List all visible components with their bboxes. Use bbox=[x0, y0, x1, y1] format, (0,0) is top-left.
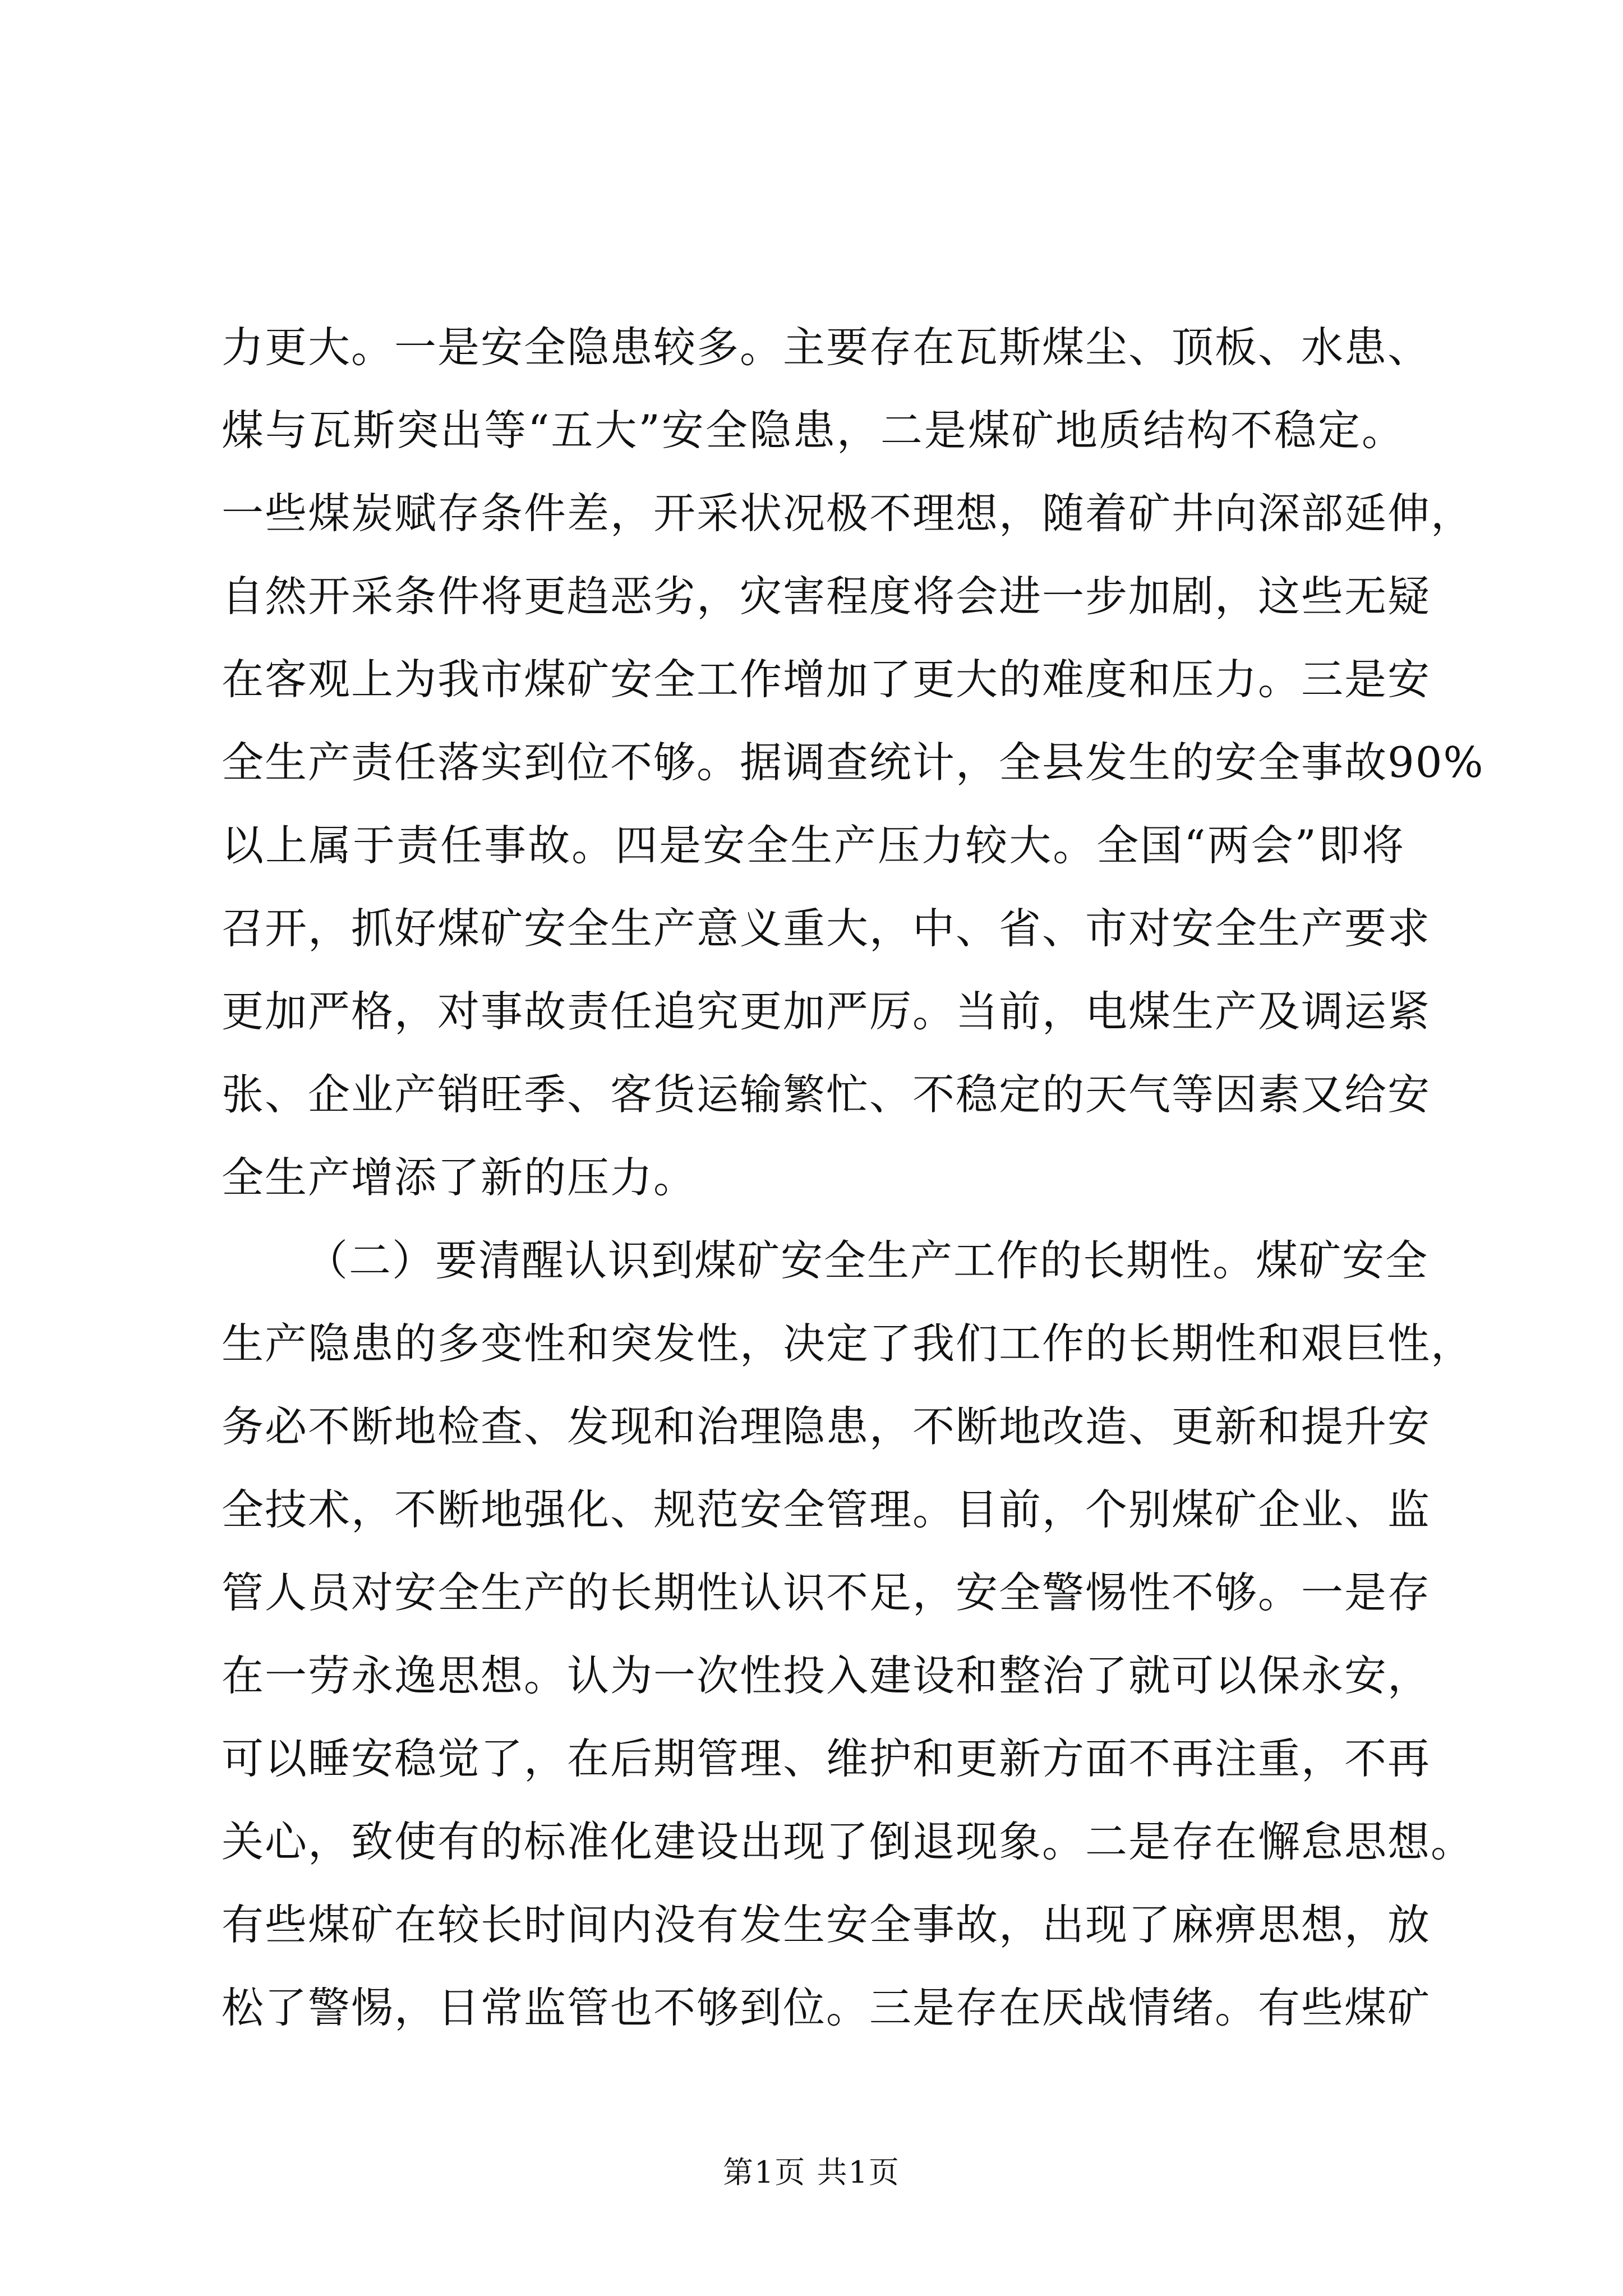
text-line: 管人员对安全生产的长期性认识不足，安全警惕性不够。一是存 bbox=[222, 1568, 1431, 1617]
text-line: 关心，致使有的标准化建设出现了倒退现象。二是存在懈怠思想。 bbox=[222, 1817, 1474, 1866]
text-line: 在客观上为我市煤矿安全工作增加了更大的难度和压力。三是安 bbox=[222, 655, 1431, 704]
text-line: 更加严格，对事故责任追究更加严厉。当前，电煤生产及调运紧 bbox=[222, 987, 1431, 1036]
text-line: 全生产增添了新的压力。 bbox=[222, 1153, 697, 1202]
text-line: 务必不断地检查、发现和治理隐患，不断地改造、更新和提升安 bbox=[222, 1402, 1431, 1451]
text-line: （二）要清醒认识到煤矿安全生产工作的长期性。煤矿安全 bbox=[306, 1236, 1429, 1285]
paragraph-2 bbox=[222, 1219, 1474, 2049]
text-line: 煤与瓦斯突出等“五大”安全隐患，二是煤矿地质结构不稳定。 bbox=[222, 406, 1405, 455]
paragraph-1 bbox=[222, 306, 1484, 1219]
text-line: 自然开采条件将更趋恶劣，灾害程度将会进一步加剧，这些无疑 bbox=[222, 572, 1431, 621]
text-line: 以上属于责任事故。四是安全生产压力较大。全国“两会”即将 bbox=[222, 821, 1405, 870]
text-line: 全技术，不断地强化、规范安全管理。目前，个别煤矿企业、监 bbox=[222, 1485, 1431, 1534]
text-line: 生产隐患的多变性和突发性，决定了我们工作的长期性和艰巨性， bbox=[222, 1319, 1474, 1368]
text-line: 张、企业产销旺季、客货运输繁忙、不稳定的天气等因素又给安 bbox=[222, 1070, 1431, 1119]
page-footer: 第1页 共1页 bbox=[723, 2155, 900, 2190]
text-line: 可以睡安稳觉了，在后期管理、维护和更新方面不再注重，不再 bbox=[222, 1734, 1431, 1783]
text-line: 召开，抓好煤矿安全生产意义重大，中、省、市对安全生产要求 bbox=[222, 904, 1431, 953]
text-line: 力更大。一是安全隐患较多。主要存在瓦斯煤尘、顶板、水患、 bbox=[222, 323, 1431, 372]
text-line: 有些煤矿在较长时间内没有发生安全事故，出现了麻痹思想，放 bbox=[222, 1900, 1431, 1949]
text-line: 在一劳永逸思想。认为一次性投入建设和整治了就可以保永安， bbox=[222, 1651, 1431, 1700]
document-body bbox=[222, 306, 1484, 2049]
text-line: 一些煤炭赋存条件差，开采状况极不理想，随着矿井向深部延伸， bbox=[222, 489, 1474, 538]
text-line: 全生产责任落实到位不够。据调查统计，全县发生的安全事故90% bbox=[222, 738, 1484, 787]
text-line: 松了警惕，日常监管也不够到位。三是存在厌战情绪。有些煤矿 bbox=[222, 1983, 1431, 2032]
